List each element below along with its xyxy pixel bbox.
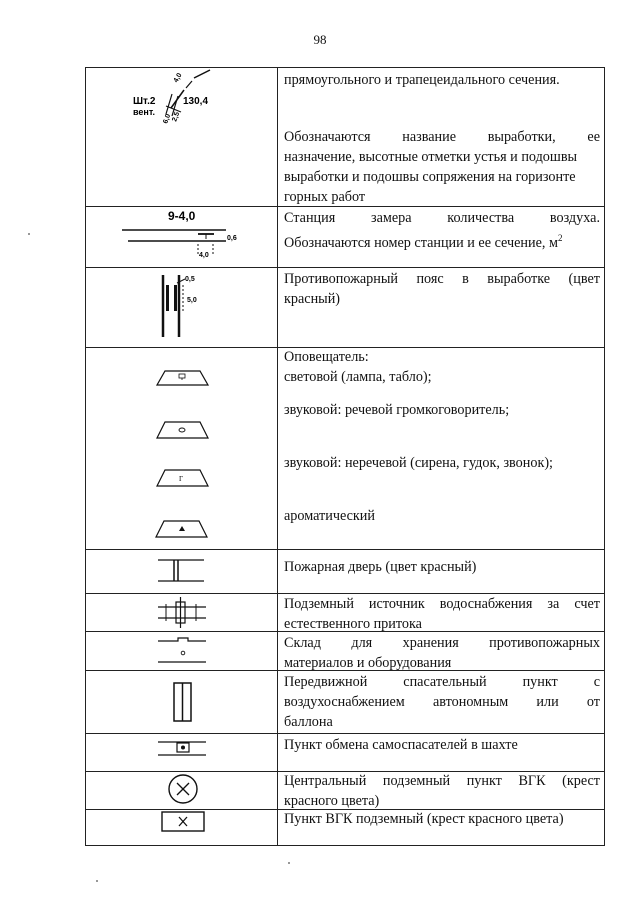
description-line: красного цвета) bbox=[284, 793, 380, 809]
air-station-height: 4,0 bbox=[199, 252, 209, 259]
description-line: материалов и оборудования bbox=[284, 655, 452, 671]
legend-table bbox=[85, 67, 605, 846]
description-line: естественного притока bbox=[284, 616, 422, 632]
column-divider bbox=[277, 68, 278, 845]
self-rescuer-description bbox=[284, 735, 600, 755]
description-line: световой (лампа, табло); bbox=[284, 369, 432, 385]
description-line: Пожарная дверь (цвет красный) bbox=[284, 559, 477, 575]
shaft-purpose-label: вент. bbox=[133, 107, 155, 117]
shaft-dim-c: 2,5 bbox=[171, 111, 182, 123]
shaft-description bbox=[284, 70, 600, 207]
fire-belt-symbol bbox=[86, 267, 277, 347]
description-line: прямоугольного и трапецеидального сечения. bbox=[284, 72, 560, 88]
fire-belt-top: 0,5 bbox=[185, 276, 195, 283]
description-line: звуковой: неречевой (сирена, гудок, звонок); bbox=[284, 455, 553, 471]
fire-store-symbol bbox=[86, 631, 277, 670]
description-line: Склад для хранения противопожарных bbox=[284, 635, 600, 651]
description-line: Обозначаются название выработки, ее bbox=[284, 129, 600, 145]
mobile-rescue-symbol bbox=[86, 670, 277, 733]
page-number: 98 bbox=[313, 32, 327, 47]
water-source-description bbox=[284, 594, 600, 634]
scan-speck bbox=[288, 862, 290, 864]
description-line: Пункт обмена самоспасателей в шахте bbox=[284, 737, 518, 753]
air-station-description bbox=[284, 208, 600, 253]
description-line: красный) bbox=[284, 291, 341, 307]
description-line: Передвижной спасательный пункт с bbox=[284, 674, 600, 690]
annunciator-symbols bbox=[86, 347, 277, 549]
annunciator-description bbox=[284, 347, 600, 526]
description-line: воздухоснабжением автономным или от bbox=[284, 694, 600, 710]
description-line: Пункт ВГК подземный (крест красного цвета) bbox=[284, 811, 564, 827]
fire-belt-description bbox=[284, 269, 600, 309]
description-line: Центральный подземный пункт ВГК (крест bbox=[284, 773, 600, 789]
speech-annunciator-icon bbox=[157, 422, 208, 438]
description-line: выработки и подошвы сопряжения на горизонте bbox=[284, 169, 576, 185]
air-station-width: 0,6 bbox=[227, 235, 237, 242]
vgk-point-description bbox=[284, 809, 600, 829]
air-station-symbol bbox=[86, 206, 277, 267]
scan-speck bbox=[28, 233, 30, 235]
fire-belt-bottom: 5,0 bbox=[187, 297, 197, 304]
nonspeech-annunciator-icon bbox=[157, 470, 208, 486]
shaft-symbol bbox=[86, 68, 277, 206]
superscript-unit: 2 bbox=[557, 233, 563, 243]
description-line: Подземный источник водоснабжения за счет bbox=[284, 596, 600, 612]
shaft-elevation-label: 130,4 bbox=[183, 96, 209, 107]
central-vgk-symbol bbox=[86, 771, 277, 809]
description-line: Обозначаются номер станции и ее сечение, $м^2$ bbox=[284, 233, 563, 251]
vgk-point-symbol bbox=[86, 809, 277, 846]
description-line: Оповещатель: bbox=[284, 349, 369, 365]
description-line: назначение, высотные отметки устья и подошвы bbox=[284, 149, 578, 165]
light-annunciator-icon bbox=[157, 371, 208, 385]
water-source-symbol bbox=[86, 593, 277, 631]
self-rescuer-symbol bbox=[86, 733, 277, 771]
description-line: ароматический bbox=[284, 508, 375, 524]
scan-speck bbox=[96, 880, 98, 882]
fire-door-symbol bbox=[86, 549, 277, 593]
bell-mark: Г bbox=[179, 475, 184, 483]
shaft-dim-a: 4,0 bbox=[172, 72, 184, 84]
fire-store-description bbox=[284, 633, 600, 673]
shaft-name-label: Шт.2 bbox=[133, 96, 156, 107]
aromatic-annunciator-icon bbox=[156, 521, 207, 537]
description-line: баллона bbox=[284, 714, 333, 730]
fire-door-description bbox=[284, 557, 600, 577]
central-vgk-description bbox=[284, 771, 600, 811]
description-line: Станция замера количества воздуха. bbox=[284, 210, 600, 226]
mobile-rescue-description bbox=[284, 672, 600, 732]
description-line: звуковой: речевой громкоговоритель; bbox=[284, 402, 510, 418]
description-line: Противопожарный пояс в выработке (цвет bbox=[284, 271, 600, 287]
air-station-number: 9-4,0 bbox=[168, 209, 196, 223]
description-line: горных работ bbox=[284, 189, 366, 205]
shaft-dim-b: 6,0 bbox=[162, 113, 173, 125]
